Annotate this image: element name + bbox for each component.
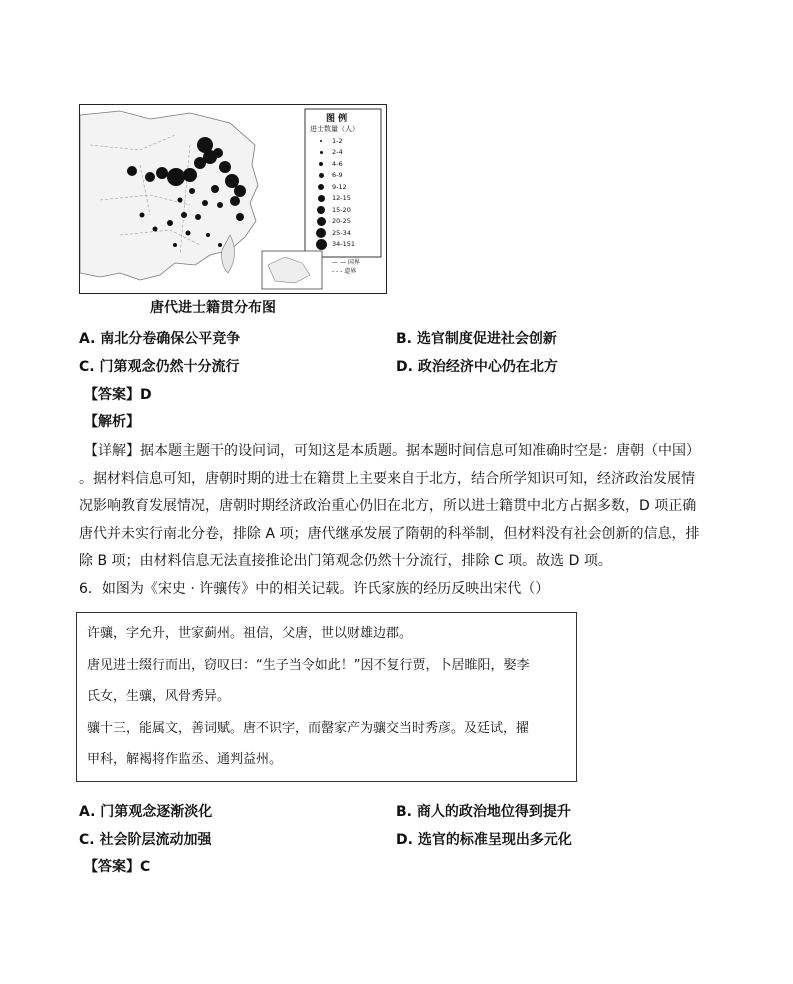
q6-stem: 6．如图为《宋史 · 许骧传》中的相关记载。许氏家族的经历反映出宋代（） (79, 581, 550, 597)
legend-dot (320, 151, 323, 154)
q5-option-c: C. 门第观念仍然十分流行 (79, 359, 240, 375)
legend-label: 20-25 (332, 217, 351, 226)
legend-dot (318, 184, 324, 190)
q6-option-b: B. 商人的政治地位得到提升 (396, 804, 571, 820)
passage-line: 甲科，解褐将作监丞、通判益州。 (87, 752, 283, 767)
dot (145, 172, 155, 182)
dot (218, 243, 222, 247)
dot (236, 213, 244, 221)
legend-title: 图 例 (326, 114, 348, 124)
legend-item (310, 135, 380, 147)
legend-dot (320, 140, 322, 142)
legend-item (310, 204, 380, 216)
map-figure (79, 104, 387, 294)
legend-dot (316, 239, 327, 250)
dot (217, 202, 223, 208)
dot (219, 161, 231, 173)
q6-passage-box (76, 612, 577, 782)
dot (189, 188, 195, 194)
q5-analysis-label: 【解析】 (84, 414, 140, 430)
q6-answer: 【答案】C (84, 859, 151, 875)
passage-line: 骧十三，能属文，善词赋。唐不识字，而罄家产为骧交当时秀彦。及廷试，擢 (87, 721, 530, 736)
q5-option-a: A. 南北分卷确保公平竞争 (79, 331, 241, 347)
legend-item (310, 147, 380, 159)
dot (213, 148, 223, 158)
legend-label: 6-9 (332, 171, 343, 180)
q5-explanation-line: 【详解】据本题主题干的设问词，可知这是本质题。据本题时间信息可知准确时空是：唐朝（中国） (84, 443, 700, 459)
legend-item (310, 170, 380, 182)
legend-dot (319, 173, 324, 178)
dot (202, 200, 208, 206)
dot (156, 167, 168, 179)
legend-dot (319, 162, 323, 166)
legend-label: 4-6 (332, 159, 343, 168)
legend-label: 25-34 (332, 228, 351, 237)
dot (140, 213, 145, 218)
legend-item (310, 181, 380, 193)
q5-explanation-line: 除 B 项；由材料信息无法直接推论出门第观念仍然十分流行，排除 C 项。故选 D 项。 (79, 553, 612, 569)
legend-item (310, 193, 380, 205)
q5-option-d: D. 政治经济中心仍在北方 (396, 359, 558, 375)
dot (181, 212, 187, 218)
dot (167, 168, 185, 186)
figure-caption: 唐代进士籍贯分布图 (150, 300, 276, 316)
dot (206, 233, 210, 237)
dot (234, 185, 246, 197)
legend-dot (317, 217, 326, 226)
legend-boundary-1: — — 国界 (332, 259, 360, 266)
dot (167, 220, 173, 226)
q5-explanation-line: 唐代并未实行南北分卷，排除 A 项；唐代继承发展了隋朝的科举制，但材料没有社会创新的信息，排 (79, 526, 700, 542)
dot (186, 231, 191, 236)
dot (153, 227, 158, 232)
q6-option-c: C. 社会阶层流动加强 (79, 832, 212, 848)
dot (127, 166, 137, 176)
legend-label: 9-12 (332, 182, 347, 191)
legend-label: 1-2 (332, 136, 343, 145)
q5-answer: 【答案】D (84, 387, 152, 403)
legend-boundary-label: 国界 (347, 259, 360, 266)
q5-explanation-line: 况影响教育发展情况，唐朝时期经济政治重心仍旧在北方，所以进士籍贯中北方占据多数，D 项正确 (79, 498, 697, 514)
legend-dot (317, 206, 325, 214)
legend-item (310, 227, 380, 239)
q5-option-b: B. 选官制度促进社会创新 (396, 331, 557, 347)
legend-list (310, 135, 380, 250)
legend-label: 34-151 (332, 240, 356, 249)
legend-dot (318, 195, 325, 202)
dot (194, 157, 206, 169)
legend-boundary-2: - - - 道界 (332, 268, 357, 275)
q6-option-a: A. 门第观念逐渐淡化 (79, 804, 213, 820)
legend-dot (316, 228, 326, 238)
dot (211, 185, 219, 193)
legend-label: 2-4 (332, 148, 343, 157)
passage-line: 许骧，字允升，世家蓟州。祖信，父唐，世以财雄边郡。 (87, 626, 413, 641)
legend-item (310, 158, 380, 170)
dot (195, 214, 201, 220)
legend-item (310, 216, 380, 228)
legend-label: 12-15 (332, 194, 351, 203)
legend-subtitle: 进士数量（人） (310, 125, 359, 133)
q6-option-d: D. 选官的标准呈现出多元化 (396, 832, 572, 848)
passage-line: 唐见进士缀行而出，窃叹曰：“生子当令如此！”因不复行贾，卜居睢阳，娶李 (87, 658, 530, 673)
legend-boundary-label: 道界 (344, 268, 357, 275)
legend-item (310, 239, 380, 251)
q5-explanation-line: 。据材料信息可知，唐朝时期的进士在籍贯上主要来自于北方，结合所学知识可知，经济政治发展情 (79, 471, 695, 487)
dot (173, 243, 177, 247)
legend-label: 15-20 (332, 205, 351, 214)
dot (178, 198, 183, 203)
dot (230, 196, 240, 206)
passage-line: 氏女，生骧，风骨秀异。 (87, 689, 231, 704)
dot (183, 168, 197, 182)
